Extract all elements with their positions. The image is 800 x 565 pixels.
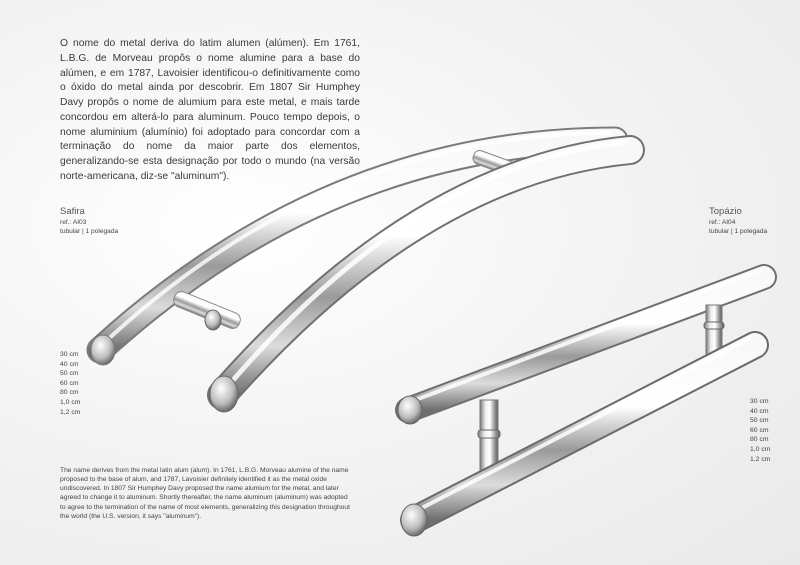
english-description: The name derives from the metal latin alum (alum). In 1761, L.B.G. Morveau alumine of the name proposed to the base of alum, and 1787, Lavoisier definitely identified it as the metal oxide undiscovered. In 1807 Sir Humphey Davy proposed the name alumium for the metal, and later agreed to change it to aluminum. Shortly thereafter, the name aluminum (aluminum) was adopted to agree to the termination of the name of most elements, generalizing this designation throughout the world (the U.S. version, it says "aluminum").	[60, 466, 350, 520]
size-item: 40 cm	[750, 407, 769, 415]
safira-sizes	[60, 350, 80, 417]
size-item: 1,0 cm	[60, 398, 81, 406]
product-name: Safira	[60, 206, 85, 217]
product-safira	[60, 206, 118, 236]
size-item: 1,2 cm	[750, 455, 771, 463]
size-item: 30 cm	[60, 351, 79, 358]
size-item: 30 cm	[750, 398, 769, 405]
size-item: 80 cm	[60, 389, 79, 397]
product-desc: tubular | 1 polegada	[709, 228, 768, 235]
size-item: 1,0 cm	[750, 445, 771, 453]
product-name: Topázio	[709, 206, 742, 217]
topazio-sizes	[750, 397, 770, 464]
size-item: 1,2 cm	[60, 408, 81, 416]
product-topazio	[709, 206, 767, 236]
portuguese-description: O nome do metal deriva do latim alumen (alúmen). Em 1761, L.B.G. de Morveau propôs o nome alumine para a base do alúmen, e em 1787, Lavoisier identificou-o definitivamente como o óxido do metal ainda por descobrir. Em 1807 Sir Humphey Davy propôs o nome de alumium para este metal, e mais tarde concordou em alterá-lo para aluminum. Pouco tempo depois, o nome aluminium (alumínio) foi adoptado para concordar com a terminação do nome da maior parte dos elementos, generalizando-se esta designação por todo o mundo (na versão norte-americana, diz-se "aluminum").	[60, 38, 360, 182]
size-item: 80 cm	[750, 436, 769, 444]
size-item: 50 cm	[60, 370, 79, 378]
product-ref: ref.: AI04	[709, 219, 736, 226]
topazio-handle-image	[398, 270, 764, 536]
size-item: 60 cm	[60, 379, 79, 387]
size-item: 50 cm	[750, 417, 769, 425]
product-desc: tubular | 1 polegada	[60, 228, 119, 235]
size-item: 60 cm	[750, 426, 769, 434]
size-item: 40 cm	[60, 360, 79, 368]
product-ref: ref.: AI03	[60, 219, 87, 226]
